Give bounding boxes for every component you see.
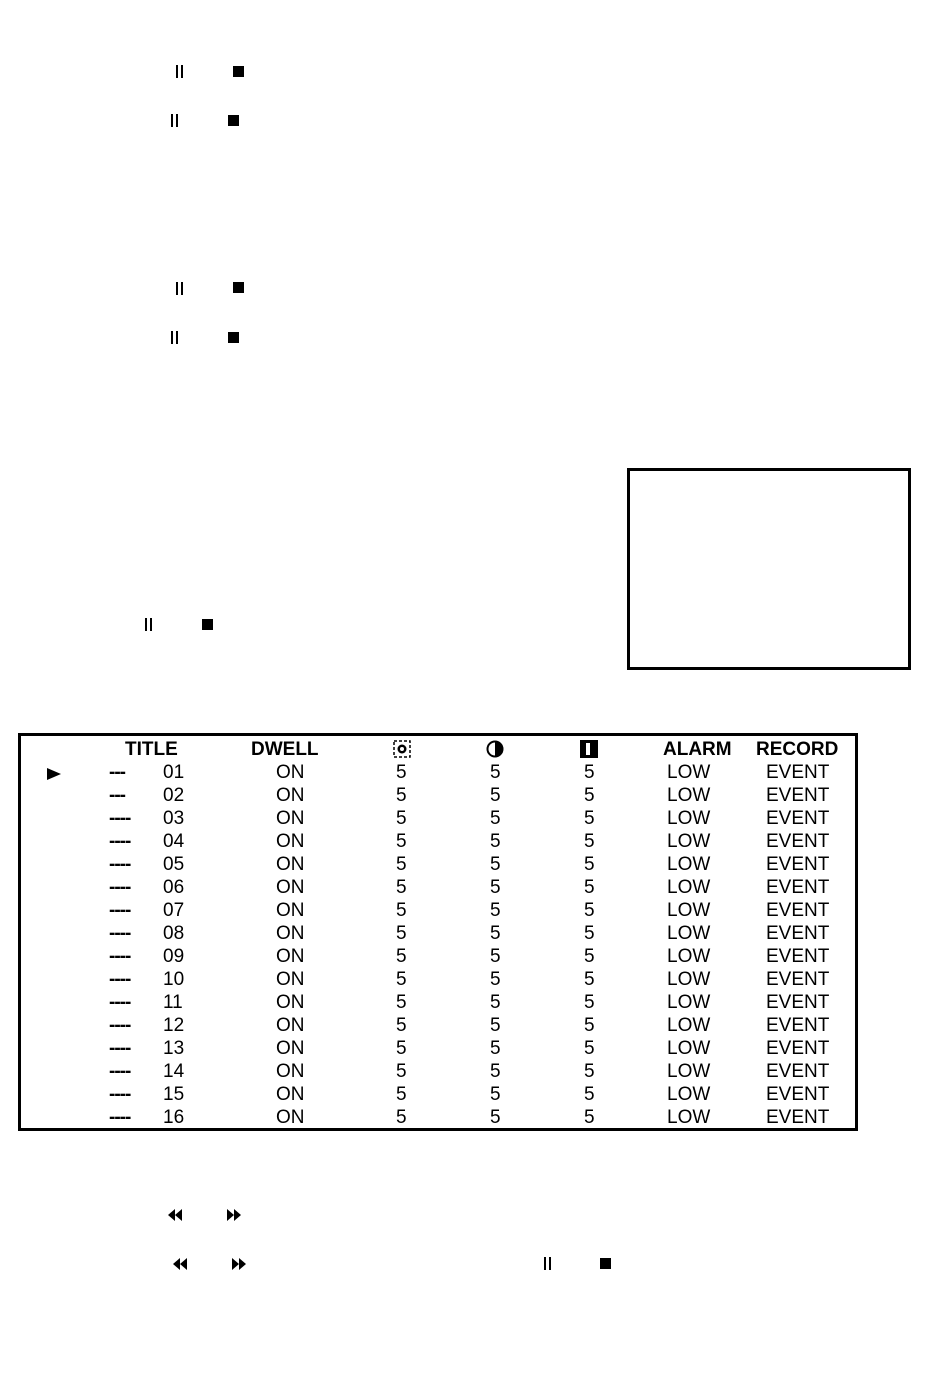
- row-record[interactable]: EVENT: [766, 946, 830, 967]
- row-brightness[interactable]: 5: [396, 923, 407, 944]
- row-dash: ----: [109, 992, 131, 1013]
- rewind-icon: [167, 1209, 183, 1221]
- row-alarm[interactable]: LOW: [667, 1061, 711, 1082]
- rewind-icon: [172, 1258, 188, 1270]
- row-brightness[interactable]: 5: [396, 900, 407, 921]
- row-brightness[interactable]: 5: [396, 946, 407, 967]
- row-dash: ----: [109, 1038, 131, 1059]
- row-brightness[interactable]: 5: [396, 992, 407, 1013]
- stop-icon: [233, 282, 244, 293]
- row-alarm[interactable]: LOW: [667, 762, 711, 783]
- row-dwell[interactable]: ON: [276, 854, 305, 875]
- row-channel: 06: [163, 877, 185, 898]
- row-dwell[interactable]: ON: [276, 1038, 305, 1059]
- row-saturation[interactable]: 5: [584, 762, 595, 783]
- row-channel: 13: [163, 1038, 185, 1059]
- pause-icon: [176, 65, 183, 78]
- row-alarm[interactable]: LOW: [667, 992, 711, 1013]
- row-alarm[interactable]: LOW: [667, 831, 711, 852]
- row-alarm[interactable]: LOW: [667, 1015, 711, 1036]
- row-alarm[interactable]: LOW: [667, 785, 711, 806]
- row-dash: ----: [109, 808, 131, 829]
- header-dwell: DWELL: [251, 739, 319, 760]
- row-dash: ----: [109, 854, 131, 875]
- row-saturation[interactable]: 5: [584, 1084, 595, 1105]
- row-channel: 05: [163, 854, 185, 875]
- stop-icon: [202, 619, 213, 630]
- row-contrast[interactable]: 5: [490, 992, 501, 1013]
- row-record[interactable]: EVENT: [766, 785, 830, 806]
- row-record[interactable]: EVENT: [766, 1061, 830, 1082]
- row-dwell[interactable]: ON: [276, 831, 305, 852]
- row-dash: ---: [109, 762, 125, 783]
- row-contrast[interactable]: 5: [490, 969, 501, 990]
- row-record[interactable]: EVENT: [766, 877, 830, 898]
- row-channel: 01: [163, 762, 185, 783]
- row-contrast[interactable]: 5: [490, 808, 501, 829]
- row-dwell[interactable]: ON: [276, 969, 305, 990]
- row-contrast[interactable]: 5: [490, 900, 501, 921]
- row-brightness[interactable]: 5: [396, 762, 407, 783]
- row-brightness[interactable]: 5: [396, 1084, 407, 1105]
- row-record[interactable]: EVENT: [766, 1084, 830, 1105]
- row-saturation[interactable]: 5: [584, 946, 595, 967]
- row-contrast[interactable]: 5: [490, 762, 501, 783]
- row-alarm[interactable]: LOW: [667, 923, 711, 944]
- row-dash: ----: [109, 946, 131, 967]
- row-dash: ----: [109, 923, 131, 944]
- contrast-icon: [486, 740, 504, 758]
- row-record[interactable]: EVENT: [766, 808, 830, 829]
- row-brightness[interactable]: 5: [396, 831, 407, 852]
- row-contrast[interactable]: 5: [490, 877, 501, 898]
- row-alarm[interactable]: LOW: [667, 1038, 711, 1059]
- row-alarm[interactable]: LOW: [667, 808, 711, 829]
- row-brightness[interactable]: 5: [396, 877, 407, 898]
- row-channel: 16: [163, 1107, 185, 1128]
- row-alarm[interactable]: LOW: [667, 1084, 711, 1105]
- row-record[interactable]: EVENT: [766, 854, 830, 875]
- row-record[interactable]: EVENT: [766, 992, 830, 1013]
- row-dwell[interactable]: ON: [276, 946, 305, 967]
- brightness-icon: [393, 740, 411, 758]
- play-pointer-icon: [47, 768, 61, 780]
- row-alarm[interactable]: LOW: [667, 854, 711, 875]
- row-channel: 09: [163, 946, 185, 967]
- row-dash: ----: [109, 1084, 131, 1105]
- row-dash: ----: [109, 900, 131, 921]
- header-record: RECORD: [756, 739, 839, 760]
- row-channel: 07: [163, 900, 185, 921]
- row-alarm[interactable]: LOW: [667, 877, 711, 898]
- row-alarm[interactable]: LOW: [667, 969, 711, 990]
- pause-icon: [171, 331, 178, 344]
- row-dash: ----: [109, 1015, 131, 1036]
- row-brightness[interactable]: 5: [396, 808, 407, 829]
- row-dwell[interactable]: ON: [276, 808, 305, 829]
- fast-forward-icon: [231, 1258, 247, 1270]
- pause-icon: [171, 114, 178, 127]
- row-channel: 03: [163, 808, 185, 829]
- stop-icon: [228, 115, 239, 126]
- row-brightness[interactable]: 5: [396, 785, 407, 806]
- row-channel: 14: [163, 1061, 185, 1082]
- row-saturation[interactable]: 5: [584, 1061, 595, 1082]
- row-dwell[interactable]: ON: [276, 1084, 305, 1105]
- header-alarm: ALARM: [663, 739, 732, 760]
- row-saturation[interactable]: 5: [584, 923, 595, 944]
- row-saturation[interactable]: 5: [584, 808, 595, 829]
- row-record[interactable]: EVENT: [766, 900, 830, 921]
- row-contrast[interactable]: 5: [490, 946, 501, 967]
- row-contrast[interactable]: 5: [490, 831, 501, 852]
- row-brightness[interactable]: 5: [396, 1107, 407, 1128]
- row-channel: 11: [163, 992, 183, 1013]
- row-saturation[interactable]: 5: [584, 1107, 595, 1128]
- row-dwell[interactable]: ON: [276, 785, 305, 806]
- row-dwell[interactable]: ON: [276, 1061, 305, 1082]
- row-dash: ----: [109, 1107, 131, 1128]
- fast-forward-icon: [226, 1209, 242, 1221]
- stop-icon: [233, 66, 244, 77]
- row-brightness[interactable]: 5: [396, 1061, 407, 1082]
- row-dwell[interactable]: ON: [276, 992, 305, 1013]
- row-dwell[interactable]: ON: [276, 1107, 305, 1128]
- row-dash: ----: [109, 877, 131, 898]
- row-saturation[interactable]: 5: [584, 785, 595, 806]
- pause-icon: [544, 1257, 551, 1270]
- row-dash: ----: [109, 1061, 131, 1082]
- row-dwell[interactable]: ON: [276, 877, 305, 898]
- row-dwell[interactable]: ON: [276, 762, 305, 783]
- row-dash: ----: [109, 831, 131, 852]
- row-saturation[interactable]: 5: [584, 992, 595, 1013]
- row-dash: ----: [109, 969, 131, 990]
- pause-icon: [145, 618, 152, 631]
- header-title: TITLE: [125, 739, 178, 760]
- saturation-icon: [580, 740, 598, 758]
- row-dash: ---: [109, 785, 125, 806]
- row-brightness[interactable]: 5: [396, 969, 407, 990]
- row-saturation[interactable]: 5: [584, 1015, 595, 1036]
- row-record[interactable]: EVENT: [766, 923, 830, 944]
- row-saturation[interactable]: 5: [584, 831, 595, 852]
- row-record[interactable]: EVENT: [766, 1107, 830, 1128]
- row-contrast[interactable]: 5: [490, 1061, 501, 1082]
- row-contrast[interactable]: 5: [490, 1107, 501, 1128]
- row-contrast[interactable]: 5: [490, 1015, 501, 1036]
- row-record[interactable]: EVENT: [766, 1038, 830, 1059]
- row-brightness[interactable]: 5: [396, 1015, 407, 1036]
- row-record[interactable]: EVENT: [766, 762, 830, 783]
- row-channel: 04: [163, 831, 185, 852]
- row-alarm[interactable]: LOW: [667, 946, 711, 967]
- row-saturation[interactable]: 5: [584, 900, 595, 921]
- row-channel: 08: [163, 923, 185, 944]
- row-channel: 12: [163, 1015, 185, 1036]
- pause-icon: [176, 282, 183, 295]
- row-alarm[interactable]: LOW: [667, 900, 711, 921]
- row-record[interactable]: EVENT: [766, 831, 830, 852]
- row-dwell[interactable]: ON: [276, 1015, 305, 1036]
- row-brightness[interactable]: 5: [396, 1038, 407, 1059]
- row-record[interactable]: EVENT: [766, 969, 830, 990]
- row-saturation[interactable]: 5: [584, 1038, 595, 1059]
- stop-icon: [228, 332, 239, 343]
- camera-settings-table: [18, 733, 858, 1131]
- stop-icon: [600, 1258, 611, 1269]
- row-alarm[interactable]: LOW: [667, 1107, 711, 1128]
- row-channel: 15: [163, 1084, 185, 1105]
- row-saturation[interactable]: 5: [584, 969, 595, 990]
- row-channel: 10: [163, 969, 185, 990]
- row-channel: 02: [163, 785, 185, 806]
- row-contrast[interactable]: 5: [490, 785, 501, 806]
- row-saturation[interactable]: 5: [584, 854, 595, 875]
- row-contrast[interactable]: 5: [490, 1038, 501, 1059]
- row-contrast[interactable]: 5: [490, 854, 501, 875]
- row-brightness[interactable]: 5: [396, 854, 407, 875]
- row-saturation[interactable]: 5: [584, 877, 595, 898]
- row-dwell[interactable]: ON: [276, 923, 305, 944]
- empty-frame-box: [627, 468, 911, 670]
- row-dwell[interactable]: ON: [276, 900, 305, 921]
- row-record[interactable]: EVENT: [766, 1015, 830, 1036]
- row-contrast[interactable]: 5: [490, 923, 501, 944]
- row-contrast[interactable]: 5: [490, 1084, 501, 1105]
